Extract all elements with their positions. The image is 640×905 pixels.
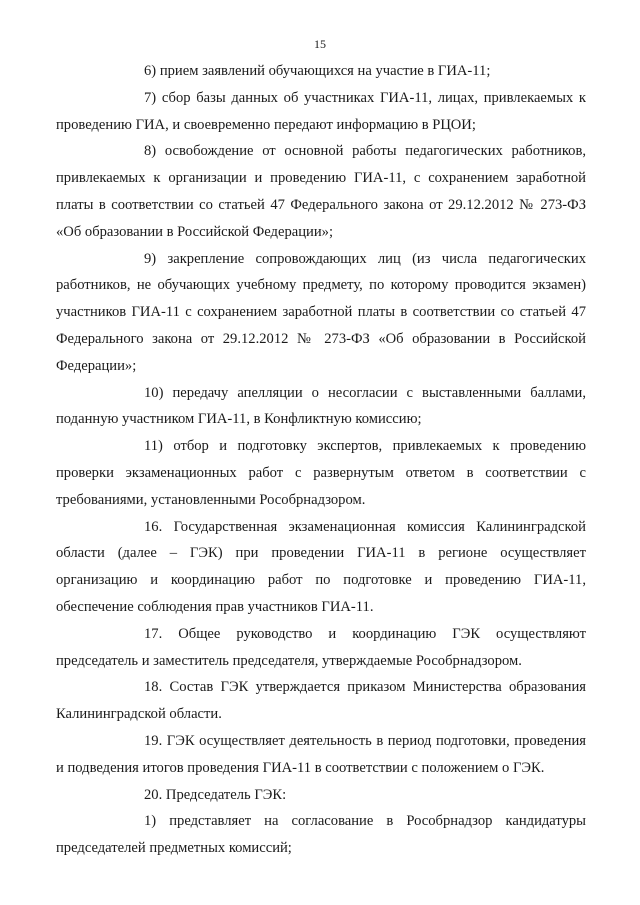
paragraph-item-11 xyxy=(56,433,586,513)
item-text: передачу апелляции о несогласии с выставленными баллами, поданную участником ГИА-11, в Конфликтную комиссию; xyxy=(56,384,586,428)
paragraph-section-20 xyxy=(56,782,586,809)
paragraph-section-18 xyxy=(56,674,586,728)
paragraph-item-9 xyxy=(56,246,586,380)
item-text: прием заявлений обучающихся на участие в ГИА-11; xyxy=(159,63,491,79)
item-text: закрепление сопровождающих лиц (из числа педагогических работников, не обучающих учебному предмету, по которому проводится экзамен) участников ГИА-11 с сохранением заработной платы в соответствии со статьей 47 Федерального закона от 29.12.2012 № 273-ФЗ «Об образовании в Российской Федерации»; xyxy=(56,250,586,374)
section-number: 17. xyxy=(144,625,163,642)
section-number: 19. xyxy=(144,732,163,749)
section-text: Председатель ГЭК: xyxy=(165,786,287,803)
item-text: сбор базы данных об участниках ГИА-11, лицах, привлекаемых к проведению ГИА, и своевременно передают информацию в РЦОИ; xyxy=(56,89,586,133)
item-number: 10) xyxy=(144,384,164,401)
section-text: Состав ГЭК утверждается приказом Министерства образования Калининградской области. xyxy=(56,679,586,723)
item-number: 1) xyxy=(144,813,157,830)
item-number: 11) xyxy=(144,438,163,455)
paragraph-item-6 xyxy=(56,58,586,85)
item-number: 7) xyxy=(144,89,157,106)
item-text: отбор и подготовку экспертов, привлекаемых к проведению проверки экзаменационных работ с развернутым ответом в соответствии с требованиями, установленными Рособрнадзором. xyxy=(56,438,586,508)
document-body xyxy=(56,58,586,862)
section-text: ГЭК осуществляет деятельность в период подготовки, проведения и подведения итогов проведения ГИА-11 в соответствии с положением о ГЭК. xyxy=(56,732,586,776)
paragraph-subitem-1 xyxy=(56,808,586,862)
page-number: 15 xyxy=(314,37,326,51)
item-number: 9) xyxy=(144,250,157,267)
paragraph-item-8 xyxy=(56,138,586,245)
paragraph-section-16 xyxy=(56,514,586,621)
item-text: освобождение от основной работы педагогических работников, привлекаемых к организации и проведению ГИА-11, с сохранением заработной платы в соответствии со статьей 47 Федерального закона от 29.12.2012 № 273-ФЗ «Об образовании в Российской Федерации»; xyxy=(56,143,586,240)
paragraph-section-19 xyxy=(56,728,586,782)
paragraph-item-10 xyxy=(56,380,586,434)
item-number: 6) xyxy=(144,63,157,79)
section-number: 20. xyxy=(144,786,163,803)
section-text: Общее руководство и координацию ГЭК осуществляют председатель и заместитель председателя, утверждаемые Рособрнадзором. xyxy=(56,625,586,669)
paragraph-section-17 xyxy=(56,621,586,675)
section-number: 16. xyxy=(144,518,163,535)
item-number: 8) xyxy=(144,143,157,160)
item-text: представляет на согласование в Рособрнадзор кандидатуры председателей предметных комиссий; xyxy=(56,813,586,857)
section-number: 18. xyxy=(144,679,163,696)
section-text: Государственная экзаменационная комиссия Калининградской области (далее – ГЭК) при проведении ГИА-11 в регионе осуществляет организацию и координацию работ по подготовке и проведению ГИА-11, обеспечение соблюдения прав участников ГИА-11. xyxy=(56,518,586,615)
paragraph-item-7 xyxy=(56,85,586,139)
